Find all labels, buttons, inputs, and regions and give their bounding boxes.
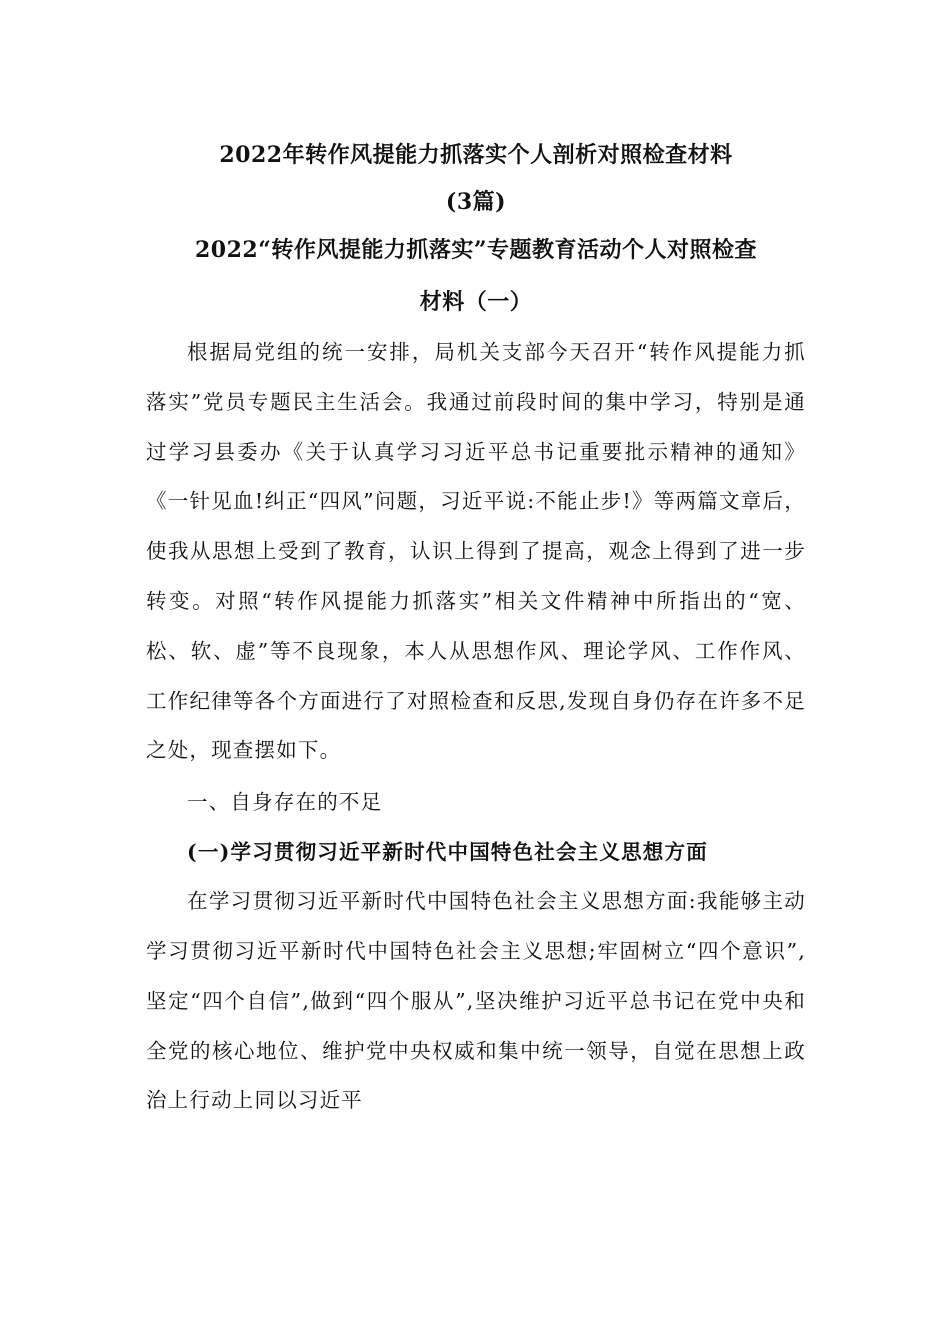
subsection-paragraph: 在学习贯彻习近平新时代中国特色社会主义思想方面:我能够主动学习贯彻习近平新时代中国特色社会主义思想;牢固树立“四个意识”,坚定“四个自信”,做到“四个服从”,坚决维护习近平总书记在党中央和全党的核心地位、维护党中央权威和集中统一领导，自觉在思想上政治上行动上同以习近平 <box>146 889 806 1113</box>
document-subtitle-line2: 材料（一） <box>419 289 533 315</box>
section-heading: 一、自身存在的不足 <box>187 790 383 815</box>
document-subtitle-line1: 2022“转作风提能力抓落实”专题教育活动个人对照检查 <box>194 237 758 263</box>
document-content <box>146 132 806 1126</box>
document-title-line1: 2022年转作风提能力抓落实个人剖析对照检查材料 <box>219 142 733 168</box>
document-title-line2: (3篇) <box>445 189 507 215</box>
intro-paragraph: 根据局党组的统一安排，局机关支部今天召开“转作风提能力抓落实”党员专题民主生活会。我通过前段时间的集中学习，特别是通过学习县委办《关于认真学习习近平总书记重要批示精神的通知》《一针见血!纠正“四风”问题，习近平说:不能止步!》等两篇文章后，使我从思想上受到了教育，认识上得到了提高，观念上得到了进一步转变。对照“转作风提能力抓落实”相关文件精神中所指出的“宽、松、软、虚”等不良现象，本人从思想作风、理论学风、工作作风、工作纪律等各个方面进行了对照检查和反思,发现自身仍存在许多不足之处，现查摆如下。 <box>146 340 806 763</box>
subsection-heading: (一)学习贯彻习近平新时代中国特色社会主义思想方面 <box>187 840 708 865</box>
